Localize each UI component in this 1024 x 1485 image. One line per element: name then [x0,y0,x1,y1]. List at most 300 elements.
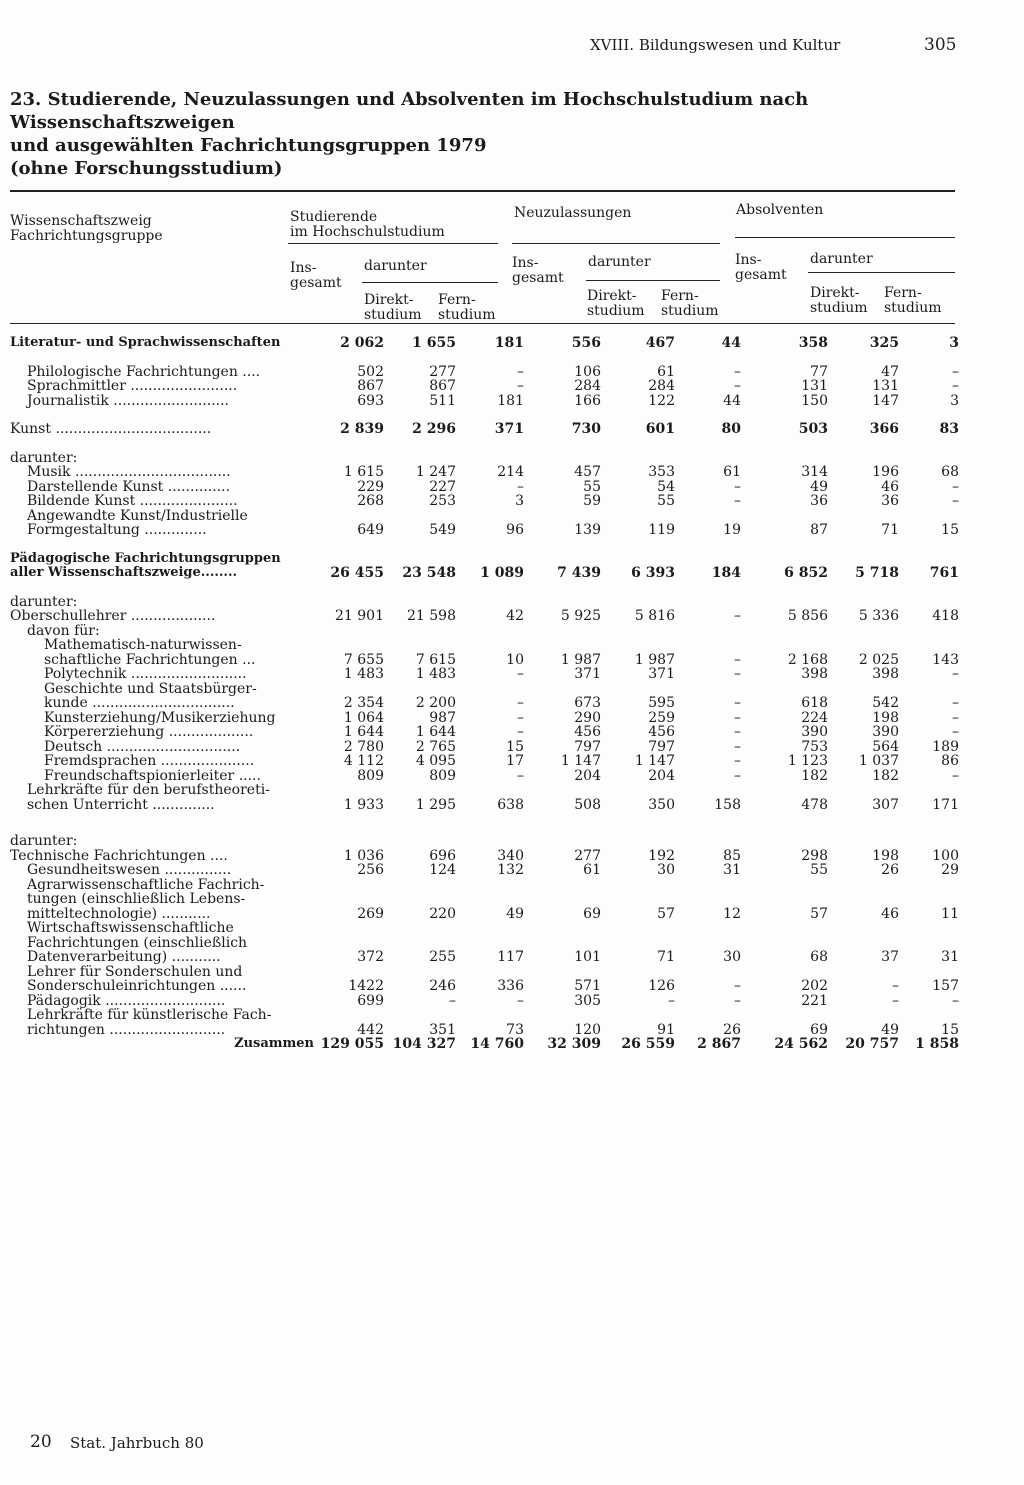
cell-value: 42 [506,608,524,624]
cell-value: 2 765 [415,738,456,755]
cell-value: 542 [872,695,899,711]
cell-value: 284 [648,378,675,394]
cell-value: 508 [574,796,601,813]
cell-value: 59 [583,493,601,509]
admissions-total-header: Ins- gesamt [512,255,564,286]
cell-value: 189 [932,738,959,755]
cell-value: 1 089 [480,565,524,581]
cell-value: 456 [648,724,675,740]
cell-value: 122 [648,392,675,409]
cell-value: 5 718 [855,565,899,581]
cell-value: 21 901 [335,608,384,624]
cell-value: 2 200 [415,695,456,711]
cell-value: 390 [801,724,828,740]
table-row [10,379,959,394]
cell-value: 220 [429,905,456,922]
row-label: Bildende Kunst ...................... [27,493,238,509]
cell-value: 181 [497,392,524,409]
cell-value [316,451,384,466]
page-number: 305 [924,35,957,55]
cell-value: 673 [574,695,601,711]
students-fern-header: Fern- studium [438,292,496,323]
spacer-row [10,408,959,422]
cell-value: 204 [574,767,601,784]
cell-value: 15 [941,1021,959,1038]
cell-value: 184 [711,565,741,581]
cell-value: 268 [357,493,384,509]
cell-value: 221 [801,992,828,1009]
cell-value: 31 [723,862,741,878]
cell-value: 49 [506,905,524,922]
cell-value: – [952,478,959,495]
cell-value: – [952,493,959,509]
cell-value: 19 [723,522,741,538]
chapter-heading: XVIII. Bildungswesen und Kultur [590,36,841,54]
cell-value: 2 025 [858,651,899,668]
cell-value: 12 [723,905,741,922]
cell-value: 595 [648,695,675,711]
title-line-3: (ohne Forschungsstudium) [10,158,283,179]
table-row [10,336,959,351]
table-row [10,667,959,682]
cell-value: – [517,695,524,711]
cell-value: 202 [801,978,828,994]
students-header: Studierende im Hochschulstudium [290,209,445,240]
cell-value: 418 [932,608,959,624]
table-row [10,638,959,667]
cell-value: 284 [574,378,601,394]
cell-value: 4 095 [415,753,456,769]
table-row [10,725,959,740]
table-row [10,509,959,538]
cell-value: – [734,651,741,668]
cell-value: 1 037 [858,753,899,769]
row-label: Kunst ................................... [10,421,212,437]
cell-value: – [734,709,741,726]
cell-value: 150 [801,392,828,409]
cell-value: 229 [357,478,384,495]
cell-value: – [734,978,741,994]
cell-value: – [734,378,741,394]
cell-value: 372 [357,949,384,965]
cell-value: 478 [801,796,828,813]
row-label: Freundschaftspionierleiter ..... [44,767,261,784]
footer-source: Stat. Jahrbuch 80 [70,1434,204,1452]
cell-value: – [517,363,524,380]
cell-value: – [734,695,741,711]
cell-value: – [668,992,675,1009]
rule-students-group [288,243,498,244]
admissions-darunter-header: darunter [588,254,651,270]
cell-value: 196 [872,464,899,480]
cell-value: – [952,992,959,1009]
row-label: Philologische Fachrichtungen .... [27,363,261,380]
cell-value: 6 852 [784,565,828,581]
cell-value: 87 [810,522,828,538]
cell-value: 649 [357,522,384,538]
cell-value: 139 [574,522,601,538]
cell-value: 456 [574,724,601,740]
cell-value: 192 [648,847,675,864]
row-label: Lehrkräfte für künstlerische Fach- richtungen .......................... [27,1007,272,1038]
cell-value: 336 [497,978,524,994]
cell-value [899,624,959,639]
cell-value: 1 987 [560,651,601,668]
cell-value: 77 [810,363,828,380]
row-label: darunter: Technische Fachrichtungen .... [10,833,228,864]
cell-value: 1 147 [560,753,601,769]
title-line-1: 23. Studierende, Neuzulassungen und Absolventen im Hochschulstudium nach Wissenschaftszweigen [10,89,809,133]
cell-value: 246 [429,978,456,994]
cell-value: 68 [941,464,959,480]
cell-value: 761 [929,565,959,581]
cell-value: 867 [357,378,384,394]
cell-value: 26 [881,862,899,878]
spacer-row [10,581,959,595]
admissions-fern-header: Fern- studium [661,288,719,319]
cell-value: 26 455 [330,565,384,581]
cell-value: 2 354 [343,695,384,711]
cell-value: 503 [798,421,828,437]
cell-value: 158 [714,796,741,813]
cell-value: 147 [872,392,899,409]
table-row [10,595,959,624]
cell-value: 638 [497,796,524,813]
cell-value: – [517,666,524,682]
cell-value: 120 [574,1021,601,1038]
cell-value: 1 247 [415,464,456,480]
cell-value [601,624,675,639]
cell-value: 15 [506,738,524,755]
table-row [10,863,959,878]
cell-value: 5 816 [634,608,675,624]
cell-value: 129 055 [320,1036,384,1052]
cell-value: – [517,992,524,1009]
row-label: Polytechnik .......................... [44,666,247,682]
cell-value [741,624,828,639]
cell-value: 1 123 [787,753,828,769]
cell-value: – [449,992,456,1009]
cell-value: 1 147 [634,753,675,769]
cell-value: 6 393 [631,565,675,581]
rule-students-darunter [362,282,498,283]
cell-value: – [952,363,959,380]
row-label: Geschichte und Staatsbürger- kunde ................................ [44,680,257,711]
admissions-direkt-header: Direkt- studium [587,288,645,319]
cell-value: – [734,363,741,380]
row-label: Deutsch .............................. [44,738,241,755]
cell-value: 398 [872,666,899,682]
row-label: darunter: Oberschullehrer ................... [10,593,216,624]
row-label: Fremdsprachen ..................... [44,753,255,769]
cell-value: 5 856 [787,608,828,624]
cell-value: 46 [881,478,899,495]
cell-value [384,624,456,639]
table-row [10,465,959,480]
cell-value: 556 [571,335,601,351]
cell-value: 14 760 [470,1036,524,1052]
row-label: Agrarwissenschaftliche Fachrich- tungen (einschließlich Lebens- mitteltechnologie) ........... [27,876,265,922]
cell-value: 30 [723,949,741,965]
cell-value: 124 [429,862,456,878]
cell-value: 2 062 [340,335,384,351]
cell-value: 30 [657,862,675,878]
cell-value: 157 [932,978,959,994]
table-row [10,552,959,581]
cell-value: 214 [497,464,524,480]
cell-value: 83 [939,421,959,437]
cell-value: 31 [941,949,959,965]
cell-value: 277 [429,363,456,380]
cell-value: 371 [574,666,601,682]
cell-value: 36 [810,493,828,509]
cell-value: – [734,724,741,740]
cell-value: 57 [657,905,675,922]
cell-value: 314 [801,464,828,480]
row-label: Gesundheitswesen ............... [27,862,232,878]
cell-value: 325 [869,335,899,351]
cell-value: 104 327 [392,1036,456,1052]
cell-value: 809 [357,767,384,784]
table-row [10,994,959,1009]
row-label: davon für: [27,622,100,639]
cell-value: – [734,738,741,755]
row-label: Musik ................................... [27,464,231,480]
row-label: Lehrer für Sonderschulen und Sonderschuleinrichtungen ...... [27,963,247,994]
cell-value: – [892,992,899,1009]
cell-value: 55 [583,478,601,495]
cell-value: 29 [941,862,959,878]
cell-value: 36 [881,493,899,509]
cell-value: 502 [357,363,384,380]
cell-value: 44 [721,335,741,351]
cell-value: 2 780 [343,738,384,755]
cell-value [384,451,456,466]
cell-value: – [517,767,524,784]
row-label: Mathematisch-naturwissen- schaftliche Fachrichtungen ... [44,637,256,668]
table-row [10,921,959,965]
cell-value [456,624,524,639]
cell-value: 2 867 [697,1036,741,1052]
cell-value: 601 [645,421,675,437]
title-line-2: und ausgewählten Fachrichtungsgruppen 1979 [10,135,487,156]
cell-value: 467 [645,335,675,351]
top-rule [10,190,955,192]
cell-value: 618 [801,695,828,711]
cell-value: 353 [648,464,675,480]
cell-value: 753 [801,738,828,755]
cell-value: 106 [574,363,601,380]
admissions-header: Neuzulassungen [514,205,632,221]
graduates-darunter-header: darunter [810,251,873,267]
graduates-header: Absolventen [736,202,824,218]
table-row [10,878,959,922]
cell-value [675,451,741,466]
cell-value: 3 [515,493,524,509]
students-direkt-header: Direkt- studium [364,292,422,323]
cell-value: – [952,695,959,711]
row-label: Lehrkräfte für den berufstheoreti- schen Unterricht .............. [27,782,270,813]
cell-value: 1 615 [343,464,384,480]
cell-value: 143 [932,651,959,668]
cell-value: 49 [810,478,828,495]
cell-value: – [517,709,524,726]
cell-value: 131 [872,378,899,394]
cell-value: – [734,478,741,495]
cell-value: 797 [574,738,601,755]
cell-value: 259 [648,709,675,726]
cell-value: 119 [648,522,675,538]
cell-value: 7 655 [343,651,384,668]
cell-value: 21 598 [407,608,456,624]
graduates-total-header: Ins- gesamt [735,252,787,283]
cell-value: 54 [657,478,675,495]
cell-value: 86 [941,753,959,769]
cell-value: 1 295 [415,796,456,813]
cell-value: 277 [574,847,601,864]
cell-value: – [517,378,524,394]
cell-value: 2 296 [412,421,456,437]
table-row [10,624,959,639]
cell-value: 17 [506,753,524,769]
cell-value: 20 757 [845,1036,899,1052]
footer-sheet-number: 20 [30,1432,52,1452]
cell-value: – [952,709,959,726]
table-row [10,754,959,769]
cell-value: 350 [648,796,675,813]
cell-value: 46 [881,905,899,922]
cell-value: 227 [429,478,456,495]
cell-value [899,451,959,466]
table-row [10,783,959,812]
rule-admissions-group [512,243,720,244]
cell-value: 390 [872,724,899,740]
table-row [10,834,959,863]
table-title [10,88,970,180]
cell-value: 55 [810,862,828,878]
students-darunter-header: darunter [364,258,427,274]
row-label: Sprachmittler ........................ [27,378,238,394]
rule-graduates-group [735,237,955,238]
table-row [10,394,959,409]
stub-header: Wissenschaftszweig Fachrichtungsgruppe [10,213,163,244]
cell-value: 1 858 [915,1036,959,1052]
cell-value: 61 [657,363,675,380]
cell-value: 1 644 [343,724,384,740]
graduates-direkt-header: Direkt- studium [810,285,868,316]
cell-value: 571 [574,978,601,994]
cell-value: 32 309 [547,1036,601,1052]
rule-graduates-darunter [808,272,955,273]
cell-value: 68 [810,949,828,965]
cell-value: 37 [881,949,899,965]
cell-value: 1 483 [343,666,384,682]
cell-value: 1 987 [634,651,675,668]
table-row [10,769,959,784]
cell-value [828,451,899,466]
cell-value: 182 [801,767,828,784]
cell-value: 198 [872,709,899,726]
cell-value: 256 [357,862,384,878]
cell-value [675,624,741,639]
rule-admissions-darunter [586,280,720,281]
cell-value: – [734,493,741,509]
cell-value: 26 [723,1021,741,1038]
table-row [10,1008,959,1037]
cell-value: 730 [571,421,601,437]
cell-value: 198 [872,847,899,864]
cell-value: 69 [810,1021,828,1038]
cell-value: 181 [494,335,524,351]
cell-value: 269 [357,905,384,922]
cell-value: 61 [723,464,741,480]
cell-value: 307 [872,796,899,813]
spacer-row [10,351,959,365]
cell-value: 71 [657,949,675,965]
cell-value: – [517,478,524,495]
cell-value: 44 [723,392,741,409]
cell-value: 126 [648,978,675,994]
cell-value: 182 [872,767,899,784]
row-label: Zusammen [234,1036,314,1051]
cell-value: 867 [429,378,456,394]
cell-value: 290 [574,709,601,726]
cell-value: 55 [657,493,675,509]
cell-value: 1422 [348,978,384,994]
cell-value: 204 [648,767,675,784]
row-label: Pädagogik ........................... [27,992,226,1009]
cell-value: 1 933 [343,796,384,813]
total-row [10,1037,959,1052]
row-label: darunter: [10,449,78,466]
cell-value: 5 336 [858,608,899,624]
table-row [10,740,959,755]
cell-value: 26 559 [621,1036,675,1052]
cell-value: 2 839 [340,421,384,437]
row-label: Angewandte Kunst/Industrielle Formgestaltung .............. [27,507,248,538]
cell-value: – [952,724,959,740]
spacer-row [10,538,959,552]
cell-value: 10 [506,651,524,668]
graduates-fern-header: Fern- studium [884,285,942,316]
cell-value [524,624,601,639]
cell-value: 73 [506,1021,524,1038]
table-row [10,365,959,380]
cell-value: – [734,753,741,769]
table-row [10,422,959,437]
cell-value: 80 [721,421,741,437]
cell-value: 131 [801,378,828,394]
cell-value [741,451,828,466]
cell-value: 1 064 [343,709,384,726]
cell-value: – [952,767,959,784]
cell-value [828,624,899,639]
cell-value: 3 [950,392,959,409]
cell-value: 91 [657,1021,675,1038]
cell-value: 371 [494,421,524,437]
cell-value: 809 [429,767,456,784]
cell-value: 696 [429,847,456,864]
cell-value: 358 [798,335,828,351]
cell-value: 255 [429,949,456,965]
cell-value: 457 [574,464,601,480]
table-row [10,494,959,509]
cell-value: 49 [881,1021,899,1038]
cell-value: 15 [941,522,959,538]
table-row [10,451,959,466]
cell-value: 57 [810,905,828,922]
cell-value: 305 [574,992,601,1009]
